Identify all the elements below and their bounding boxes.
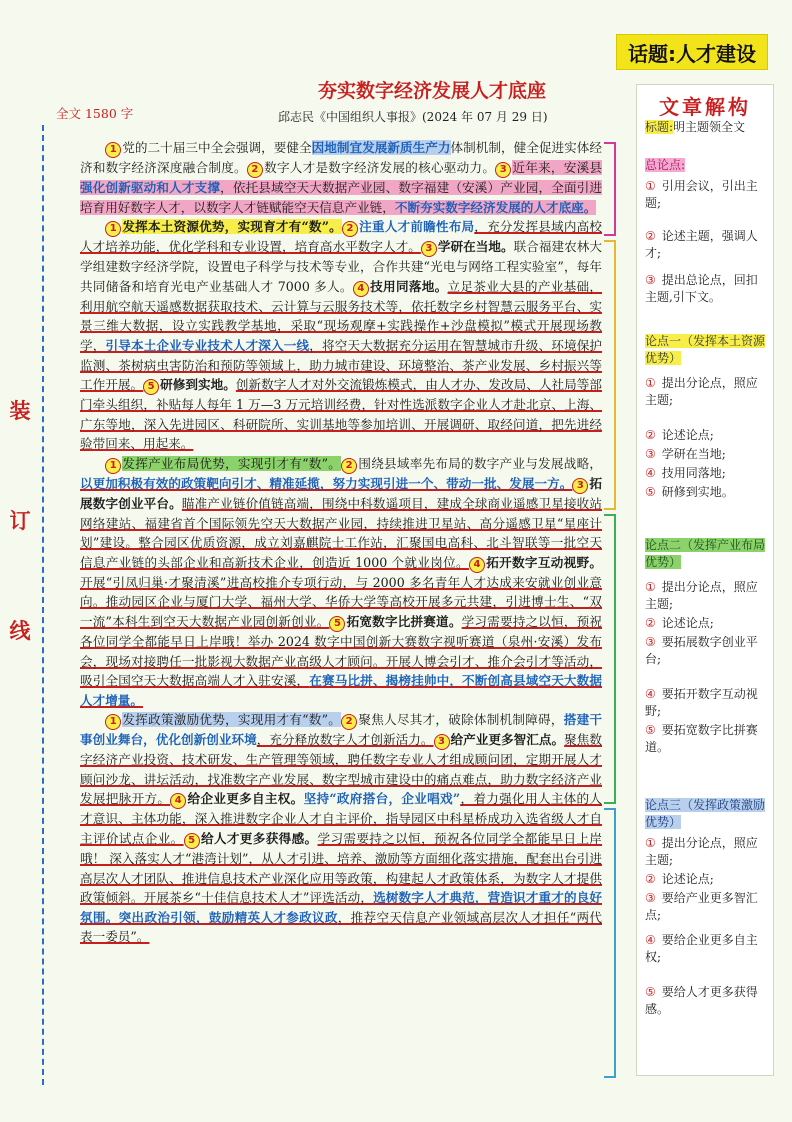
text: 联合福建农林大学组建数字经济学院，设置电子科学与技术等专业，合作共建“光电与网络工程实验室”，每年共同储备和培育光电产业基础人才 7000 多人。 xyxy=(80,239,602,294)
paragraph-intro xyxy=(80,138,602,217)
item-num: ① xyxy=(645,179,656,193)
panel-intro xyxy=(645,119,769,136)
marker: 2 xyxy=(247,162,263,178)
panel-section-2 xyxy=(645,537,769,756)
item-text: 研修到实地。 xyxy=(661,485,734,499)
item-num: ② xyxy=(645,872,656,886)
highlight: 坚持“政府搭台，企业唱戏” xyxy=(303,791,461,807)
panel-section-3 xyxy=(645,797,769,1018)
bracket-point-two xyxy=(604,514,616,804)
item-text: 论述论点; xyxy=(661,616,714,630)
text: 围绕县域率先布局的数字产业与发展战略， xyxy=(358,455,602,471)
bold-text: 拓展数字创业平台。 xyxy=(80,475,602,511)
marker: 2 xyxy=(341,458,357,474)
intro-text: 明主题领全文 xyxy=(673,120,746,134)
item-text: 学研在当地; xyxy=(661,447,726,461)
item-text: 提出分论点，照应主题; xyxy=(645,376,758,407)
text: 数字人才是数字经济发展的核心驱动力。 xyxy=(263,160,496,175)
marker: 3 xyxy=(421,241,437,257)
marker: 3 xyxy=(572,478,588,494)
text: 开展“引凤归巢·才聚清溪”进高校推介专项行动，与 2000 多名青年人才达成来安就业创业意向。推动园区企业与厦门大学、福州大学、华侨大学等高校开展多元共建，引进博士生、“双一流”本科生到空天大数据产业园创新创业。 xyxy=(80,574,602,629)
item-num: ② xyxy=(645,229,656,243)
marker: 1 xyxy=(105,458,121,474)
item-text: 要拓宽数字比拼赛道。 xyxy=(645,723,758,754)
marker: 5 xyxy=(329,616,345,632)
marker: 5 xyxy=(143,379,159,395)
section-tag: 总论点: xyxy=(645,158,686,172)
text: 聚焦数字经济产业投资、技术研发、生产管理等领域，聘任数字专业人才组成顾问团，定期开展人才顾问沙龙、讲坛活动，找准数字产业发展、数字型城市建设中的痛点难点，助力数字经济产业发展把脉开方。 xyxy=(80,732,602,807)
section-tag: 论点一（发挥本土资源优势） xyxy=(645,334,766,365)
item-num: ③ xyxy=(645,635,656,649)
bracket-point-three xyxy=(604,808,616,1078)
item-text: 提出总论点，回扣主题,引下文。 xyxy=(645,273,758,304)
marker: 1 xyxy=(105,142,121,158)
item-text: 要给企业更多自主权; xyxy=(645,933,758,964)
item-num: ⑤ xyxy=(645,485,656,499)
highlight: 在赛马比拼、揭榜挂帅中，不断创高县域空天大数据人才增量。 xyxy=(80,673,603,708)
item-num: ④ xyxy=(645,466,656,480)
marker: 4 xyxy=(170,793,186,809)
paragraph-point-two xyxy=(80,454,602,710)
item-text: 提出分论点，照应主题; xyxy=(645,836,758,867)
text: 立足茶业大县的产业基础，利用航空航天遥感数据获取技术、云计算与云服务技术等，依托数字乡村智慧云服务平台、实景三维大数据，设立实践教学基地，采取“现场观摩+实践操作+沙盘模拟”模式开展现场教学， xyxy=(80,278,603,353)
item-text: 引用会议，引出主题; xyxy=(645,179,758,210)
marker: 4 xyxy=(353,281,369,297)
item-num: ① xyxy=(645,836,656,850)
word-count: 全文 1580 字 xyxy=(56,106,134,121)
article-body xyxy=(80,138,602,947)
topic-banner: 话题:人才建设 xyxy=(616,34,768,70)
item-num: ① xyxy=(645,376,656,390)
section-tag: 论点三（发挥政策激励优势） xyxy=(645,798,766,829)
highlight: 注重人才前瞻性布局 xyxy=(358,219,475,235)
bold-text: 给企业更多自主权。 xyxy=(187,791,304,807)
article-title: 夯实数字经济发展人才底座 xyxy=(318,80,547,102)
highlight: 强化创新驱动和人才支撑 xyxy=(80,180,221,195)
text: ，充分释放数字人才创新活力。 xyxy=(256,732,434,748)
item-num: ⑤ xyxy=(645,723,656,737)
bold-text: 技用同落地。 xyxy=(369,278,448,294)
panel-section-1 xyxy=(645,333,769,501)
paragraph-point-one xyxy=(80,217,602,454)
item-num: ⑤ xyxy=(645,985,656,999)
text: ，将空天大数据充分运用在智慧城市升级、环境保护监测、茶树病虫害防治和预防等领域上，助力城市建设、环境整治、茶产业发展、乡村振兴等工作开展。 xyxy=(80,337,603,393)
text: ，充分发挥县域内高校人才培养功能，优化学科和专业设置，培育高水平数字人才。 xyxy=(80,219,603,255)
item-num: ② xyxy=(645,616,656,630)
panel-title: 文章解构 xyxy=(659,95,751,119)
text: 学习需要持之以恒，预祝各位同学全都能早日上岸哦！举办 2024 数字中国创新大赛数字视听赛道（泉州·安溪）发布会，现场对接聘任一批影视大数据产业高级人才顾问。开展人博会引才、推介会引才等活动，吸引全国空天大数据高端人才入驻安溪， xyxy=(80,613,603,689)
item-num: ② xyxy=(645,428,656,442)
item-num: ③ xyxy=(645,273,656,287)
item-text: 技用同落地; xyxy=(661,466,726,480)
marker: 4 xyxy=(469,557,485,573)
bracket-intro xyxy=(604,142,616,236)
text: 近年来，安溪县 xyxy=(512,160,603,175)
highlight: 引导本土企业专业技术人才深入一线 xyxy=(105,337,310,353)
intro-tag: 标题: xyxy=(645,120,674,134)
binding-line xyxy=(42,125,44,1085)
bracket-point-one xyxy=(604,240,616,510)
marker: 2 xyxy=(342,221,358,237)
item-text: 要给人才更多获得感。 xyxy=(645,985,758,1016)
text: 创新数字人才对外交流锻炼模式，由人才办、发改局、人社局等部门牵头组织，补贴每人每年 1 万—3 万元培训经费，针对性选派数字企业人才赴北京、上海、广东等地，深入先进园区、科研院所、实训基地等参加培训、开展调研、取经问道，把先进经验带回来、用起来。 xyxy=(80,377,602,452)
bold-text: 拓开数字互动视野。 xyxy=(485,554,603,570)
bold-text: 学研在当地。 xyxy=(437,239,514,255)
highlight: 搭建干事创业舞台，优化创新创业环境 xyxy=(80,712,602,748)
text: 体制机制，健全促进实体经济和数字经济深度融合制度。 xyxy=(80,140,603,175)
binding-char: 订 xyxy=(9,508,31,533)
item-text: 要给产业更多智汇点; xyxy=(645,891,758,922)
highlight: 以更加积极有效的政策靶向引才、精准延揽，努力实现引进一个、带动一批、发展一方。 xyxy=(80,475,573,491)
section-tag: 论点二（发挥产业布局优势） xyxy=(645,538,766,569)
text: 瞄准产业链价值链高端，围绕中科数遥项目，建成全球商业遥感卫星接收站网络建站、福建省首个国际领先空天大数据产业园，持续推进卫星站、高分遥感卫星“星座计划”建设。整合园区优质资源，成立刘嘉麒院士工作站，汇聚国电高科、北斗智联等一批空天信息产业链的头部企业和高新技术企业，创造近 1000 个就业岗位。 xyxy=(80,495,603,570)
item-text: 论述论点; xyxy=(661,428,714,442)
marker: 1 xyxy=(105,714,121,730)
item-text: 提出分论点，照应主题; xyxy=(645,580,758,611)
binding-char: 线 xyxy=(9,618,31,643)
highlight: 不断夯实数字经济发展的人才底座。 xyxy=(394,199,597,215)
item-text: 要拓展数字创业平台; xyxy=(645,635,758,666)
marker: 3 xyxy=(495,162,511,178)
structure-panel xyxy=(636,84,774,1076)
panel-section-0 xyxy=(645,157,769,306)
text: 聚焦人尽其才，破除体制机制障碍， xyxy=(358,712,564,728)
text: ，依托县域空天大数据产业园、数字福建（安溪）产业园，全面引进培育用好数字人才，以数字人才链赋能空天信息产业链， xyxy=(80,180,603,215)
item-text: 论述论点; xyxy=(661,872,714,886)
item-num: ④ xyxy=(645,687,656,701)
marker: 3 xyxy=(434,734,450,750)
text: ，推荐空天信息产业领域高层次人才担任“两代表一委员”。 xyxy=(80,909,602,945)
item-num: ③ xyxy=(645,891,656,905)
text: ，着力强化用人主体的人才意识、主体功能，深入推进数字企业人才自主评价，指导园区中科星桥成功入选省级人才自主评价试点企业。 xyxy=(80,791,603,847)
subheading: 发挥产业布局优势，实现引才有“数”。 xyxy=(122,455,342,471)
article-source: 邱志民《中国组织人事报》(2024 年 07 月 29 日) xyxy=(278,110,548,124)
item-num: ④ xyxy=(645,933,656,947)
paragraph-point-three xyxy=(80,710,602,947)
subheading: 发挥政策激励优势，实现用才有“数”。 xyxy=(122,712,342,728)
text: 学习需要持之以恒，预祝各位同学全都能早日上岸哦！ 深入落实人才“港湾计划”，从人才引进、培养、激励等方面细化落实措施，配套出台引进高层次人才团队、推进信息技术产业深化应用等政策，构建起人才政策体系，为数字人才提供政策倾斜。开展茶乡“十佳信息技术人才”评选活动， xyxy=(80,831,603,906)
bold-text: 给人才更多获得感。 xyxy=(200,831,318,847)
subheading: 发挥本土资源优势，实现育才有“数”。 xyxy=(122,219,342,235)
marker: 1 xyxy=(105,221,121,237)
item-text: 要拓开数字互动视野; xyxy=(645,687,758,718)
text: 党的二十届三中全会强调，要健全 xyxy=(122,140,312,155)
highlight: 因地制宜发展新质生产力 xyxy=(311,140,451,155)
item-num: ③ xyxy=(645,447,656,461)
marker: 2 xyxy=(341,714,357,730)
item-num: ① xyxy=(645,580,656,594)
marker: 5 xyxy=(184,833,200,849)
highlight: 选树数字人才典范，营造识才重才的良好氛围。突出政治引领，鼓励精英人才参政议政 xyxy=(80,890,602,925)
item-text: 论述主题，强调人才; xyxy=(645,229,758,260)
bold-text: 给产业更多智汇点。 xyxy=(450,732,565,748)
binding-char: 装 xyxy=(9,398,31,423)
bold-text: 拓宽数字比拼赛道。 xyxy=(346,613,462,629)
bold-text: 研修到实地。 xyxy=(160,377,236,393)
